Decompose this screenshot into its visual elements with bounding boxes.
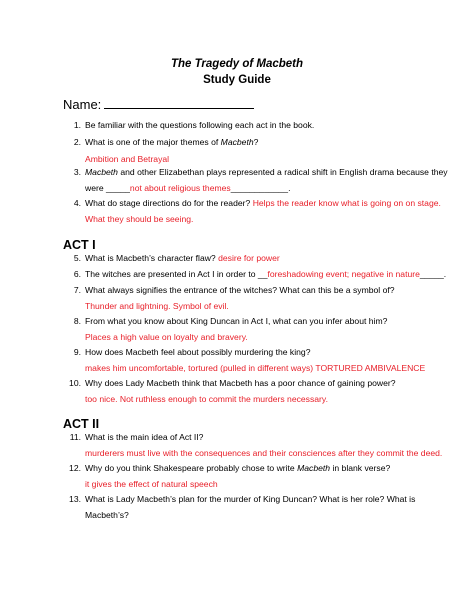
- italic-title: Macbeth: [297, 463, 331, 473]
- question-11: What is the main idea of Act II?: [85, 432, 204, 442]
- question-number: 1.: [73, 120, 81, 130]
- question-number: 6.: [73, 269, 81, 279]
- question-1: Be familiar with the questions following each act in the book.: [85, 120, 315, 130]
- question-text: were _____: [85, 183, 130, 193]
- answer-12: it gives the effect of natural speech: [85, 479, 218, 489]
- answer-2: Ambition and Betrayal: [85, 154, 170, 164]
- question-7: What always signifies the entrance of the witches? What can this be a symbol of?: [85, 285, 395, 295]
- name-field[interactable]: [63, 96, 254, 112]
- question-9: How does Macbeth feel about possibly murdering the king?: [85, 347, 311, 357]
- question-3: [85, 167, 448, 178]
- question-number: 7.: [73, 285, 81, 295]
- question-number: 8.: [73, 316, 81, 326]
- question-5: [85, 253, 280, 264]
- question-text: What is Macbeth’s character flaw?: [85, 253, 219, 263]
- document-title: The Tragedy of Macbeth: [170, 58, 304, 70]
- question-text: ____________.: [230, 183, 291, 193]
- answer-4: Helps the reader know what is going on on stage.: [252, 198, 441, 208]
- document-subtitle: Study Guide: [203, 74, 271, 86]
- answer-10: too nice. Not ruthless enough to commit the murders necessary.: [85, 394, 328, 404]
- question-13: What is Lady Macbeth’s plan for the murder of King Duncan? What is her role? What is: [85, 494, 416, 504]
- name-label: Name:: [63, 97, 102, 112]
- question-13-cont: Macbeth’s?: [85, 510, 129, 520]
- question-2: [85, 137, 258, 148]
- question-number: 11.: [69, 432, 81, 442]
- question-3-cont: [85, 183, 290, 194]
- question-8: From what you know about King Duncan in Act I, what can you infer about him?: [85, 316, 388, 326]
- question-number: 12.: [69, 463, 81, 473]
- question-text: What do stage directions do for the reader?: [85, 198, 253, 208]
- question-number: 10.: [69, 378, 81, 388]
- question-number: 13.: [69, 494, 81, 504]
- question-6: [85, 269, 446, 280]
- question-text: Why do you think Shakespeare probably chose to write: [85, 463, 298, 473]
- answer-3: not about religious themes: [129, 183, 231, 193]
- question-10: Why does Lady Macbeth think that Macbeth has a poor chance of gaining power?: [85, 378, 396, 388]
- question-number: 4.: [73, 198, 81, 208]
- question-text: in blank verse?: [330, 463, 391, 473]
- question-text: ?: [253, 137, 259, 147]
- act-heading: ACT II: [63, 417, 100, 431]
- act-heading: ACT I: [63, 238, 96, 252]
- answer-11: murderers must live with the consequences and their consciences after they commit the deed.: [85, 448, 443, 458]
- answer-5: desire for power: [218, 253, 280, 263]
- question-number: 9.: [73, 347, 81, 357]
- answer-6: foreshadowing event; negative in nature: [267, 269, 420, 279]
- question-number: 2.: [73, 137, 81, 147]
- question-text: _____.: [419, 269, 447, 279]
- question-text: What is one of the major themes of: [85, 137, 221, 147]
- name-blank-line[interactable]: [104, 96, 254, 109]
- question-12: [85, 463, 390, 474]
- question-4: [85, 198, 441, 209]
- question-number: 3.: [73, 167, 81, 177]
- italic-title: Macbeth: [85, 167, 118, 177]
- question-text: The witches are presented in Act I in order to __: [85, 269, 268, 279]
- answer-8: Places a high value on loyalty and bravery.: [85, 332, 248, 342]
- italic-title: Macbeth: [220, 137, 254, 147]
- question-text: and other Elizabethan plays represented a radical shift in English drama because they: [117, 167, 448, 177]
- answer-9: makes him uncomfortable, tortured (pulled in different ways) TORTURED AMBIVALENCE: [85, 363, 426, 373]
- question-number: 5.: [73, 253, 81, 263]
- answer-4-cont: What they should be seeing.: [85, 214, 194, 224]
- answer-7: Thunder and lightning. Symbol of evil.: [85, 301, 229, 311]
